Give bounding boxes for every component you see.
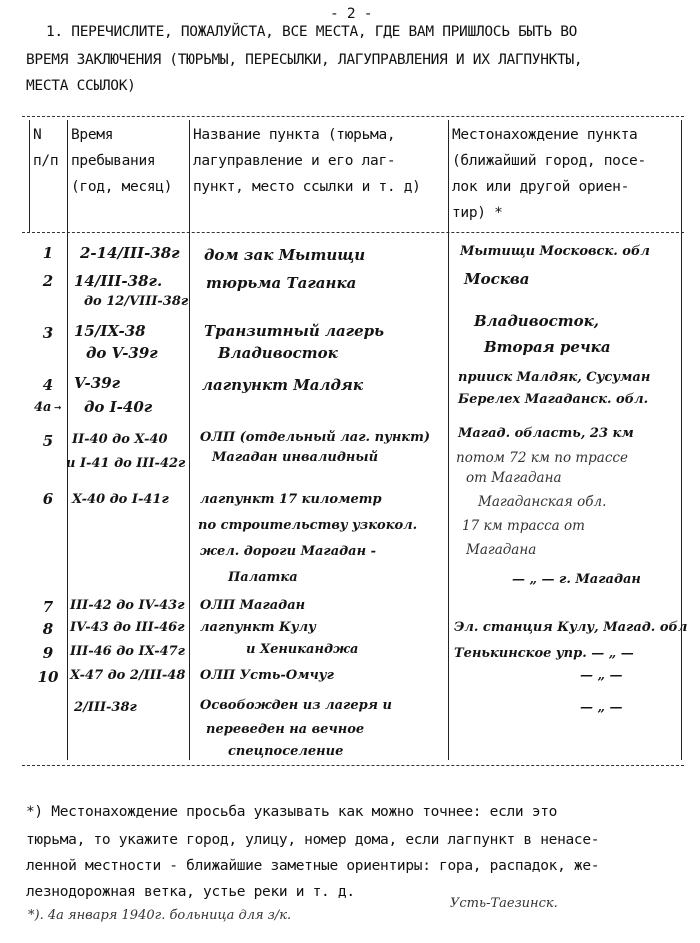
row-place-name: ОЛП Магадан (200, 598, 306, 613)
row-location: прииск Малдяк, Сусуман (458, 370, 651, 385)
row-place-name: дом зак Мытищи (204, 246, 366, 264)
question-line: МЕСТА ССЫЛОК) (26, 78, 136, 94)
margin-note: 4а (34, 400, 52, 415)
page-number: - 2 - (330, 6, 373, 22)
row-place-name: тюрьма Таганка (206, 274, 357, 292)
table-header-rule (22, 232, 684, 233)
row-place-name: по строительству узкокол. (198, 518, 418, 533)
row-location: — „ — (580, 668, 623, 683)
row-location: Вторая речка (484, 338, 611, 356)
row-place-name: Транзитный лагерь (204, 322, 385, 340)
column-divider (448, 120, 449, 760)
row-place-name: Освобожден из лагеря и (200, 698, 393, 713)
row-number: 5 (42, 432, 54, 450)
handwritten-note: Усть-Таезинск. (450, 896, 558, 911)
handwritten-note: *). 4а января 1940г. больница для з/к. (28, 908, 292, 923)
row-number: 1 (42, 244, 54, 262)
arrow-icon: → (54, 400, 62, 414)
row-time: III-46 до IX-47г (70, 644, 185, 659)
row-time: X-40 до I-41г (72, 492, 169, 507)
question-line: 1. ПЕРЕЧИСЛИТЕ, ПОЖАЛУЙСТА, ВСЕ МЕСТА, ГДЕ ВАМ ПРИШЛОСЬ БЫТЬ ВО (46, 24, 578, 40)
row-number: 2 (42, 272, 54, 290)
row-place-name: Магадан инвалидный (212, 450, 379, 465)
row-location: Мытищи Московск. обл (460, 244, 650, 259)
row-time: 2/III-38г (74, 700, 137, 715)
row-location: потом 72 км по трассе (456, 450, 628, 466)
header-time: Время пребывания (год, месяц) (71, 127, 173, 195)
row-time: II-40 до X-40 (72, 432, 168, 447)
row-time: V-39г (74, 374, 121, 392)
row-place-name: лагпункт Кулу (200, 620, 316, 635)
row-location: Магадана (466, 542, 537, 558)
footnote-line: лезнодорожная ветка, устье реки и т. д. (26, 884, 355, 900)
row-place-name: Палатка (228, 570, 298, 585)
row-location: Тенькинское упр. — „ — (454, 646, 634, 661)
row-number: 3 (42, 324, 54, 342)
header-number: N п/п (33, 127, 59, 169)
row-time: и I-41 до III-42г (66, 456, 186, 471)
row-time: 2-14/III-38г (80, 244, 180, 262)
footnote-line: ленной местности - ближайшие заметные ориентиры: гора, распадок, же- (26, 858, 600, 874)
row-place-name: спецпоселение (228, 744, 344, 759)
column-divider (681, 120, 682, 760)
row-place-name: Владивосток (218, 344, 338, 362)
row-place-name: жел. дороги Магадан - (200, 544, 376, 559)
row-location: Магад. область, 23 км (458, 426, 634, 441)
row-number: 4 (42, 376, 54, 394)
row-time: X-47 до 2/III-48 (70, 668, 186, 683)
row-time: 15/IX-38 (74, 322, 146, 340)
row-number: 10 (37, 668, 59, 686)
row-time: до I-40г (84, 398, 153, 416)
table-top-rule (22, 116, 684, 117)
row-number: 9 (42, 644, 54, 662)
column-divider (67, 120, 68, 760)
row-time: 14/III-38г. (74, 272, 163, 290)
row-place-name: лагпункт 17 километр (200, 492, 382, 507)
row-location: Москва (464, 270, 530, 288)
row-location: 17 км трасса от (462, 518, 585, 534)
row-time: до V-39г (86, 344, 158, 362)
row-location: Владивосток, (474, 312, 599, 330)
table-bottom-rule (22, 765, 684, 766)
row-location: — „ — (580, 700, 623, 715)
header-location: Местонахождение пункта (ближайший город, посе- лок или другой ориен- тир) * (452, 127, 646, 221)
row-time: III-42 до IV-43г (70, 598, 185, 613)
row-number: 7 (42, 598, 54, 616)
row-place-name: лагпункт Малдяк (202, 376, 364, 394)
row-place-name: ОЛП Усть-Омчуг (200, 668, 334, 683)
row-location: от Магадана (466, 470, 562, 486)
row-number: 6 (42, 490, 54, 508)
row-place-name: и Хениканджа (246, 642, 359, 657)
row-location: Магаданская обл. (478, 494, 607, 510)
header-place-name: Название пункта (тюрьма, лагуправление и его лаг- пункт, место ссылки и т. д) (193, 127, 421, 195)
row-location: Эл. станция Кулу, Магад. обл (454, 620, 688, 635)
row-place-name: переведен на вечное (206, 722, 365, 737)
row-location: — „ — г. Магадан (512, 572, 641, 587)
column-divider (29, 120, 30, 232)
question-line: ВРЕМЯ ЗАКЛЮЧЕНИЯ (ТЮРЬМЫ, ПЕРЕСЫЛКИ, ЛАГУПРАВЛЕНИЯ И ИХ ЛАГПУНКТЫ, (26, 52, 583, 68)
footnote-line: *) Местонахождение просьба указывать как можно точнее: если это (26, 804, 558, 820)
footnote-line: тюрьма, то укажите город, улицу, номер дома, если лагпункт в ненасе- (26, 832, 600, 848)
column-divider (189, 120, 190, 760)
row-place-name: ОЛП (отдельный лаг. пункт) (200, 430, 431, 445)
row-time: IV-43 до III-46г (70, 620, 185, 635)
row-location: Берелех Магаданск. обл. (458, 392, 649, 407)
row-number: 8 (42, 620, 54, 638)
row-time: до 12/VIII-38г (84, 294, 189, 309)
